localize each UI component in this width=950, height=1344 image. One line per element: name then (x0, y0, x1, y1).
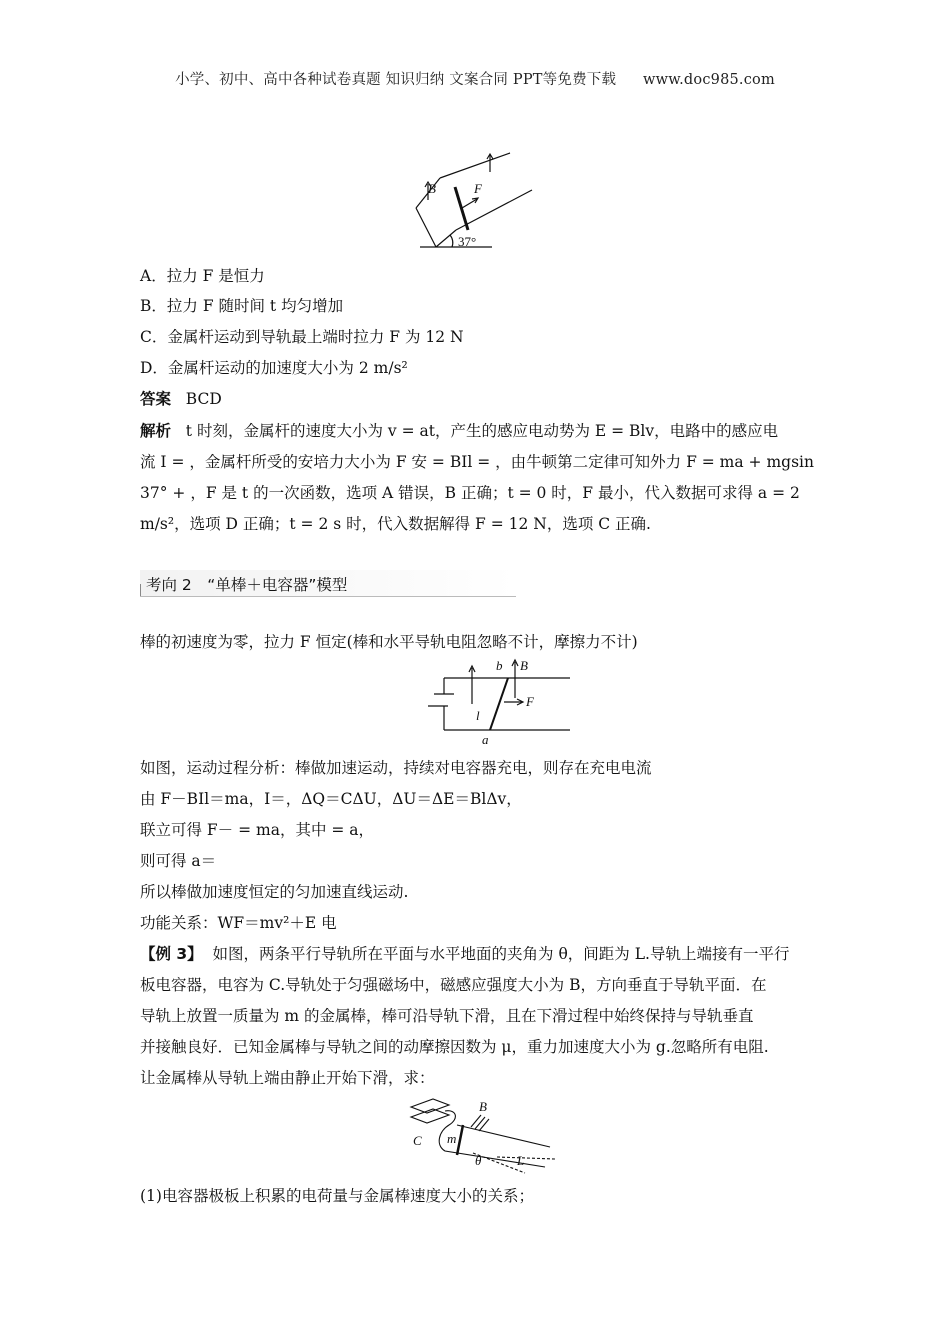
body-line-2: 由 F－BIl＝ma，I＝，ΔQ＝CΔU，ΔU＝ΔE＝BlΔv， (140, 790, 522, 808)
option-b: B．拉力 F 随时间 t 均匀增加 (140, 297, 344, 315)
body-line-3: 联立可得 F－ = ma，其中 = a， (140, 821, 375, 839)
analysis-line-4: m/s²，选项 D 正确；t = 2 s 时，代入数据解得 F = 12 N，选项 C 正确. (140, 515, 651, 533)
answer-line (140, 389, 222, 409)
body-line-6: 功能关系：WF＝mv²＋E 电 (140, 914, 337, 932)
fig3-label-m: m (447, 1131, 457, 1146)
answer-value: BCD (185, 390, 222, 408)
example-label: 【例 3】 (140, 945, 203, 963)
header-site[interactable]: www.doc985.com (642, 72, 775, 88)
answer-label: 答案 (140, 390, 172, 408)
fig1-label-F: F (474, 181, 482, 196)
fig1-label-B: B (428, 181, 436, 196)
question-1: (1)电容器极板上积累的电荷量与金属棒速度大小的关系； (140, 1187, 534, 1205)
fig1-label-angle: 37° (458, 234, 477, 249)
analysis-line-1 (140, 421, 778, 441)
header-text: 小学、初中、高中各种试卷真题 知识归纳 文案合同 PPT等免费下载 (175, 72, 617, 88)
section-title: 考向 2 “单棒＋电容器”模型 (146, 576, 348, 594)
fig3-label-B: B (479, 1099, 487, 1114)
page-header (0, 68, 950, 89)
analysis-label: 解析 (140, 422, 172, 440)
analysis-text-1: t 时刻，金属杆的速度大小为 v = at，产生的感应电动势为 E = Blv，电路中的感应电 (185, 422, 779, 440)
example-text-1: 如图，两条平行导轨所在平面与水平地面的夹角为 θ，间距为 L.导轨上端接有一平行 (212, 945, 790, 963)
fig2-label-b: b (496, 658, 503, 673)
example-line-2: 板电容器，电容为 C.导轨处于匀强磁场中，磁感应强度大小为 B，方向垂直于导轨平面．在 (140, 976, 767, 994)
fig2-label-F: F (526, 694, 534, 709)
fig3-label-L: L (517, 1153, 525, 1168)
figure-inclined-rails (400, 150, 540, 255)
figure-capacitor-rails (420, 658, 580, 748)
analysis-line-3: 37° + ，F 是 t 的一次函数，选项 A 错误，B 正确；t = 0 时，F 最小，代入数据可求得 a = 2 (140, 484, 800, 502)
body-line-1: 如图，运动过程分析：棒做加速运动，持续对电容器充电，则存在充电电流 (140, 759, 652, 777)
fig3-label-theta: θ (475, 1153, 482, 1168)
intro-line: 棒的初速度为零，拉力 F 恒定(棒和水平导轨电阻忽略不计，摩擦力不计) (140, 633, 638, 651)
example-line-1 (140, 944, 789, 964)
option-a: A．拉力 F 是恒力 (140, 267, 265, 285)
analysis-line-2: 流 I = ，金属杆所受的安培力大小为 F 安 = BIl = ，由牛顿第二定律可知外力 F = ma + mgsin (140, 453, 814, 471)
fig2-label-B: B (520, 658, 528, 673)
fig3-label-C: C (413, 1133, 422, 1148)
fig2-label-l: l (476, 708, 480, 723)
figure-inclined-capacitor (405, 1095, 555, 1175)
body-line-5: 所以棒做加速度恒定的匀加速直线运动. (140, 883, 409, 901)
fig2-label-a: a (482, 732, 489, 747)
body-line-4: 则可得 a＝ (140, 852, 217, 870)
option-c: C．金属杆运动到导轨最上端时拉力 F 为 12 N (140, 328, 464, 346)
example-line-4: 并接触良好．已知金属棒与导轨之间的动摩擦因数为 μ，重力加速度大小为 g.忽略所有电阻. (140, 1038, 769, 1056)
option-d: D．金属杆运动的加速度大小为 2 m/s² (140, 359, 408, 377)
section-title-bar (140, 570, 516, 597)
example-line-3: 导轨上放置一质量为 m 的金属棒，棒可沿导轨下滑，且在下滑过程中始终保持与导轨垂直 (140, 1007, 754, 1025)
example-line-5: 让金属棒从导轨上端由静止开始下滑，求： (140, 1069, 435, 1087)
